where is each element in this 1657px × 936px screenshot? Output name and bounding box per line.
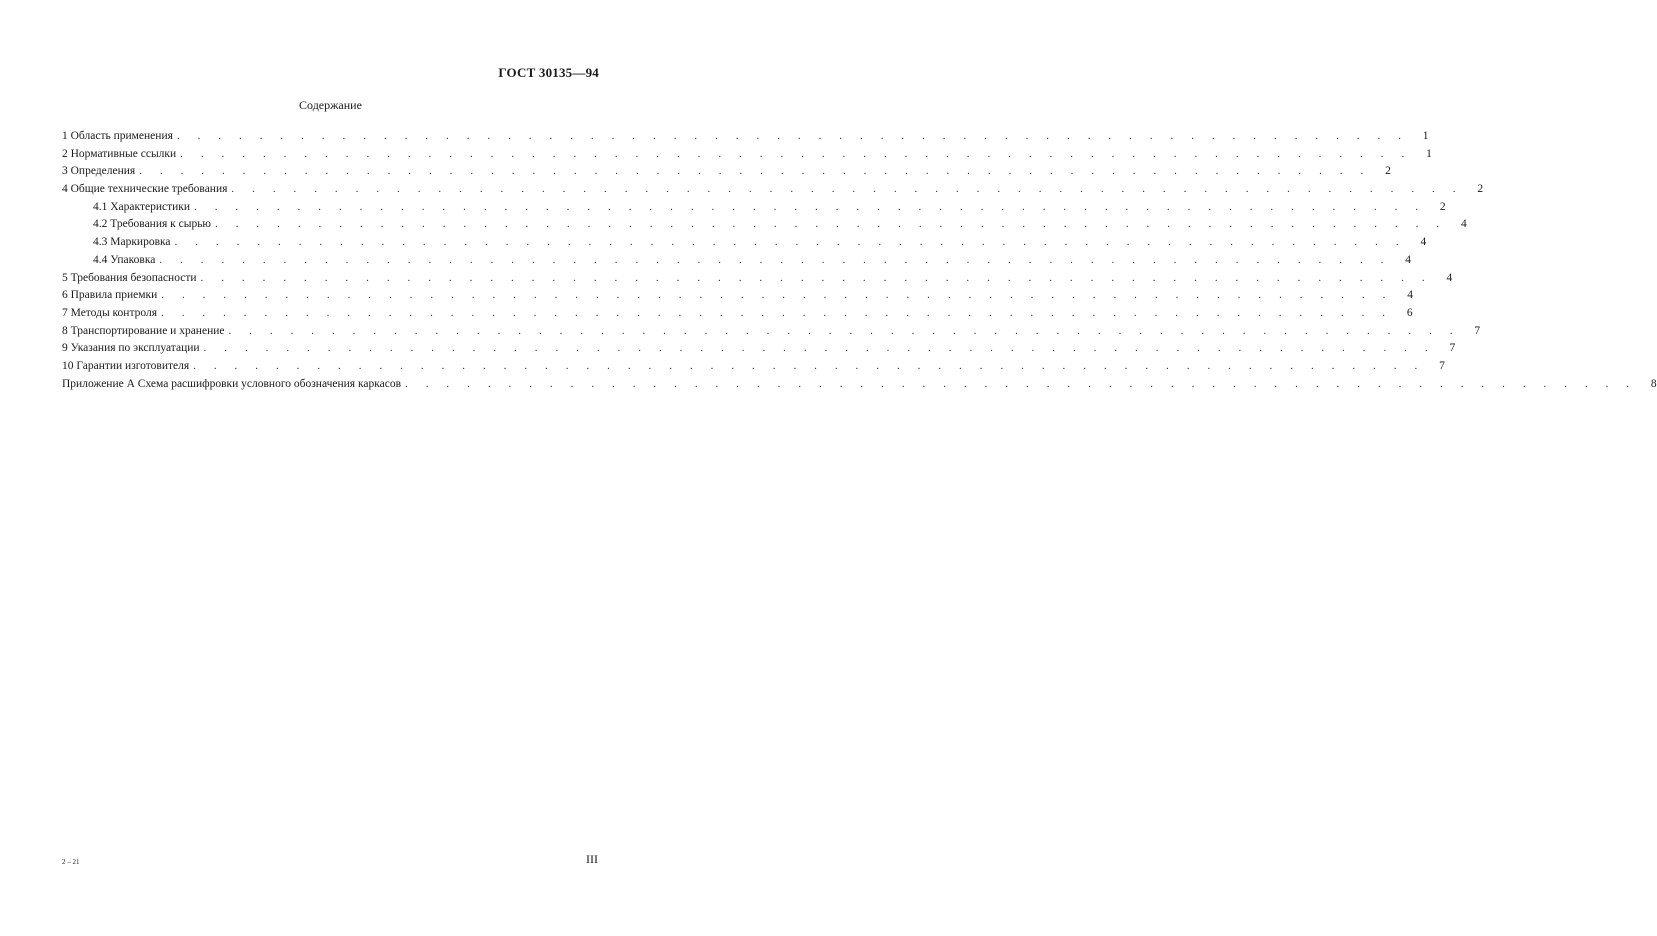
document-code: ГОСТ 30135—94 [498,65,599,80]
toc-entry [62,252,1411,270]
toc-entry [62,216,1467,234]
toc-entry-label: 7 Методы контроля [62,306,157,319]
toc-entry-page: 4 [1405,253,1411,266]
toc-leader-dots: . . . . . . . . . . . . . . . . . . . . . . . . . . . . . . . . . . . . . . . . . . . . . . . . . . . . . . . . . . . . [405,377,1637,390]
toc-entry-label: 9 Указания по эксплуатации [62,342,200,355]
toc-entry-page: 2 [1477,183,1484,196]
toc-entry-page: 1 [1422,130,1429,142]
table-of-contents [62,128,1657,393]
toc-entry-page: 7 [1449,342,1456,355]
toc-entry-label: 1 Область применения [62,130,173,142]
toc-leader-dots: . . . . . . . . . . . . . . . . . . . . . . . . . . . . . . . . . . . . . . . . . . . . . . . . . . . . . . . . . . . . [176,130,1409,142]
toc-entry-page: 8 [1650,377,1657,390]
toc-entry [62,376,1657,394]
toc-entry [62,199,1446,217]
toc-entry [62,234,1427,252]
toc-entry-page: 4 [1420,236,1427,249]
toc-entry-label: 3 Определения [62,165,136,178]
toc-entry-label: 4 Общие технические требования [62,183,228,196]
toc-entry-page: 2 [1439,200,1446,213]
toc-leader-dots: . . . . . . . . . . . . . . . . . . . . . . . . . . . . . . . . . . . . . . . . . . . . . . . . . . . . . . . . . . . . [193,359,1425,372]
toc-entry-page: 7 [1439,359,1445,372]
toc-entry-page: 1 [1426,147,1432,160]
toc-entry [62,128,1429,146]
toc-entry-label: 6 Правила приемки [62,289,158,302]
toc-entry-label: 4.4 Упаковка [93,253,156,266]
toc-entry-page: 4 [1446,271,1453,284]
toc-leader-dots: . . . . . . . . . . . . . . . . . . . . . . . . . . . . . . . . . . . . . . . . . . . . . . . . . . . . . . . . . . . . [159,253,1391,266]
toc-entry-label: Приложение А Схема расшифровки условного обозначения каркасов [62,377,402,390]
toc-entry-page: 4 [1460,218,1467,231]
toc-entry [62,181,1484,199]
toc-leader-dots: . . . . . . . . . . . . . . . . . . . . . . . . . . . . . . . . . . . . . . . . . . . . . . . . . . . . . . . . . . . . [228,324,1461,337]
toc-leader-dots: . . . . . . . . . . . . . . . . . . . . . . . . . . . . . . . . . . . . . . . . . . . . . . . . . . . . . . . . . . . . [194,200,1426,213]
toc-entry-label: 5 Требования безопасности [62,271,197,284]
toc-leader-dots: . . . . . . . . . . . . . . . . . . . . . . . . . . . . . . . . . . . . . . . . . . . . . . . . . . . . . . . . . . . . [203,342,1436,355]
toc-entry-label: 2 Нормативные ссылки [62,147,177,160]
toc-entry-page: 4 [1407,289,1413,302]
toc-leader-dots: . . . . . . . . . . . . . . . . . . . . . . . . . . . . . . . . . . . . . . . . . . . . . . . . . . . . . . . . . . . . [180,147,1412,160]
toc-title: Содержание [299,98,362,112]
toc-entry-page: 2 [1385,165,1391,178]
toc-leader-dots: . . . . . . . . . . . . . . . . . . . . . . . . . . . . . . . . . . . . . . . . . . . . . . . . . . . . . . . . . . . . [200,271,1433,284]
toc-entry [62,270,1453,288]
toc-entry [62,305,1413,323]
toc-leader-dots: . . . . . . . . . . . . . . . . . . . . . . . . . . . . . . . . . . . . . . . . . . . . . . . . . . . . . . . . . . . . [231,183,1464,196]
toc-leader-dots: . . . . . . . . . . . . . . . . . . . . . . . . . . . . . . . . . . . . . . . . . . . . . . . . . . . . . . . . . . . . [174,236,1407,249]
page-number: III [586,852,598,866]
toc-entry-label: 4.3 Маркировка [93,236,171,249]
toc-leader-dots: . . . . . . . . . . . . . . . . . . . . . . . . . . . . . . . . . . . . . . . . . . . . . . . . . . . . . . . . . . . . [161,289,1393,302]
toc-entry-label: 8 Транспортирование и хранение [62,324,225,337]
toc-entry-label: 4.1 Характеристики [93,200,191,213]
toc-entry [62,323,1481,341]
toc-entry-page: 7 [1474,324,1481,337]
toc-entry-label: 10 Гарантии изготовителя [62,359,190,372]
toc-entry [62,340,1456,358]
toc-entry [62,358,1445,376]
toc-entry [62,146,1432,164]
toc-entry [62,163,1391,181]
toc-entry [62,287,1413,305]
toc-leader-dots: . . . . . . . . . . . . . . . . . . . . . . . . . . . . . . . . . . . . . . . . . . . . . . . . . . . . . . . . . . . . [139,165,1371,178]
toc-entry-page: 6 [1406,306,1413,319]
toc-entry-label: 4.2 Требования к сырью [93,218,212,231]
sheet-mark: 2 – 21 [62,858,80,866]
toc-leader-dots: . . . . . . . . . . . . . . . . . . . . . . . . . . . . . . . . . . . . . . . . . . . . . . . . . . . . . . . . . . . . [161,306,1393,319]
toc-leader-dots: . . . . . . . . . . . . . . . . . . . . . . . . . . . . . . . . . . . . . . . . . . . . . . . . . . . . . . . . . . . . [215,218,1447,231]
